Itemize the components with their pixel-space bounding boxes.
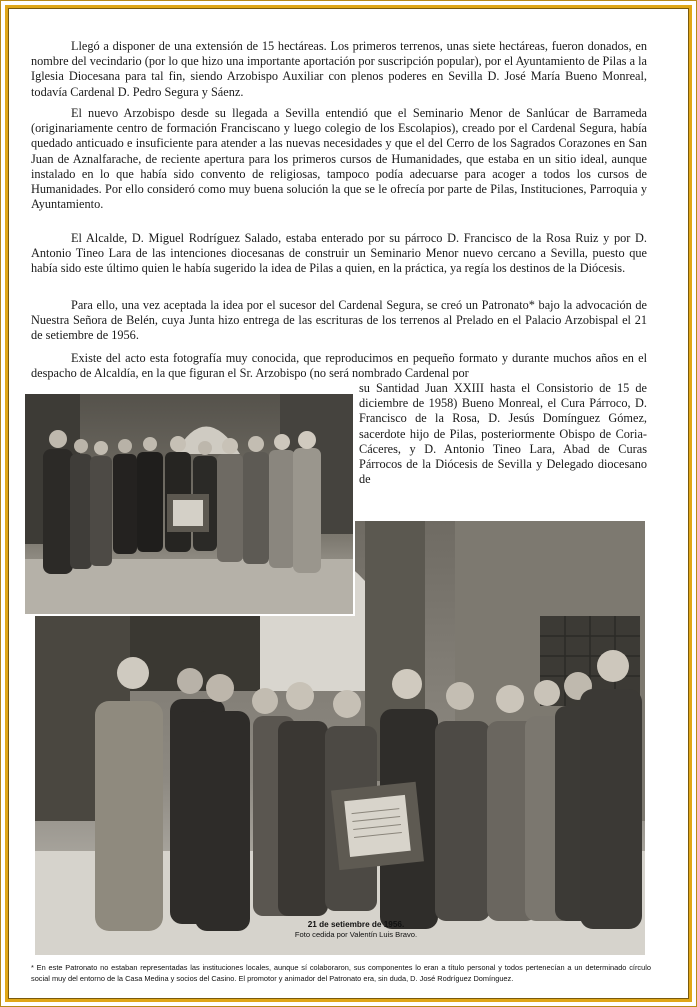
paragraph-4: Para ello, una vez aceptada la idea por el sucesor del Cardenal Segura, se creó un Patronato* bajo la advocación de Nuestra Señora de Belén, cuya Junta hizo entrega de las escrituras de los terrenos al Prelado en el Palacio Arzobispal el 21 de setiembre de 1956. [31,298,647,343]
paragraph-5: Existe del acto esta fotografía muy conocida, que reproducimos en pequeño formato y durante muchos años en el despacho de Alcaldía, en la que figuran el Sr. Arzobispo (no será nombrado Cardenal por [31,351,647,381]
caption-credit: Foto cedida por Valentín Luis Bravo. [294,930,418,939]
paragraph-2: El nuevo Arzobispo desde su llegada a Sevilla entendió que el Seminario Menor de Sanlúcar de Barrameda (originariamente centro de formación Franciscano y luego colegio de los Escolapios), creado por el Cardenal Segura, había quedado anticuado e insuficiente para atender a las nuevas necesidades y que el del Cerro de los Sagrados Corazones en San Juan de Aznalfarache, de reciente apertura para los primeros cursos de Humanidades, que estaba en un sitio ideal, aunque instalado en lo que había sido convento de religiosas, tampoco podía adecuarse para acoger a todos los cursos de Humanidades. Por ello consideró como muy buena solución la que se le ofrecía por parte de Pilas, Instituciones, Parroquia y Ayuntamiento. [31,106,647,212]
small-group-photo [25,394,355,616]
caption-date: 21 de setiembre de 1956. [307,920,405,929]
paragraph-5-continued: su Santidad Juan XXIII hasta el Consistorio de 15 de diciembre de 1958) Bueno Monreal, el Cura Párroco, D. Francisco de la Rosa, D. Jesús Domínguez Gómez, sacerdote hijo de Pilas, posteriormente Obispo de Coria-Cáceres, y D. Antonio Tineo Lara, Abad de Curas Párrocos de la Diócesis de Sevilla y Delegado diocesano de [359,381,647,487]
photo-caption [251,919,461,940]
small-photo-drawing [25,394,353,614]
footnote: * En este Patronato no estaban representadas las instituciones locales, aunque sí colaboraron, sus componentes lo eran a título personal y todos pertenecían a un determinado círculo social muy del entorno de la Casa Medina y socios del Casino. El promotor y animador del Patronato era, sin duda, D. José Rodríguez Domínguez. [31,963,651,983]
paragraph-1: Llegó a disponer de una extensión de 15 hectáreas. Los primeros terrenos, unas siete hectáreas, fueron donados, en nombre del vecindario (por lo que hizo una importante aportación por suscripción popular), por el Ayuntamiento de Pilas a la Iglesia Diocesana para tal fin, siendo Arzobispo Auxiliar con plenos poderes en Sevilla D. José María Bueno Monreal, todavía Cardenal D. Pedro Segura y Sáenz. [31,39,647,99]
paragraph-3: El Alcalde, D. Miguel Rodríguez Salado, estaba enterado por su párroco D. Francisco de la Rosa Ruiz y por D. Antonio Tineo Lara de las intenciones diocesanas de construir un Seminario Menor nuevo cercano a Sevilla, puesto que había sido este último quien le había sugerido la idea de Pilas a quien, en la práctica, ya regía los destinos de la Diócesis. [31,231,647,276]
